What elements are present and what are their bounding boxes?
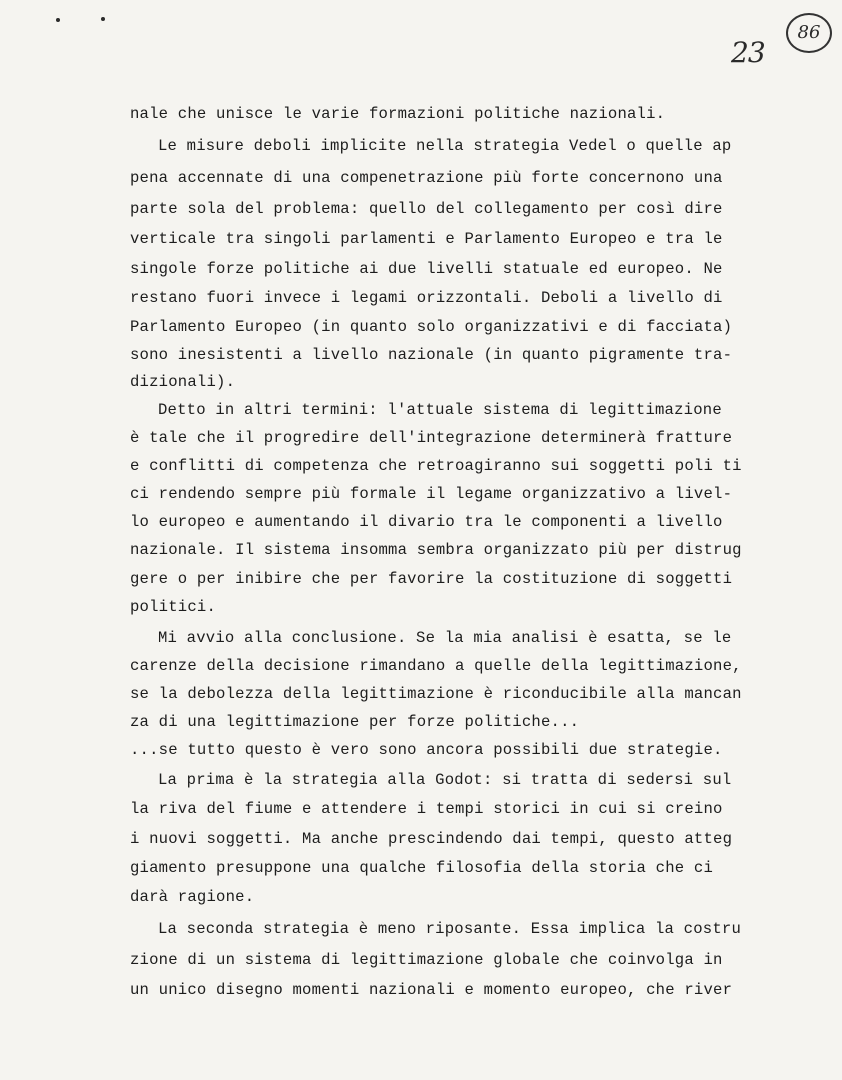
handwritten-page-number: 23 <box>731 36 765 69</box>
text-line: verticale tra singoli parlamenti e Parlamento Europeo e tra le <box>130 230 723 248</box>
text-line: pena accennate di una compenetrazione più forte concernono una <box>130 169 723 187</box>
text-line: ...se tutto questo è vero sono ancora possibili due strategie. <box>130 741 723 759</box>
text-line: Parlamento Europeo (in quanto solo organizzativi e di facciata) <box>130 318 733 336</box>
text-line: La seconda strategia è meno riposante. Essa implica la costru <box>158 920 742 938</box>
text-line: nazionale. Il sistema insomma sembra organizzato più per distrug <box>130 541 742 559</box>
text-line: un unico disegno momenti nazionali e momento europeo, che river <box>130 981 733 999</box>
text-line: za di una legittimazione per forze politiche... <box>130 713 580 731</box>
text-line: lo europeo e aumentando il divario tra le componenti a livello <box>130 513 723 531</box>
text-line: carenze della decisione rimandano a quelle della legittimazione, <box>130 657 742 675</box>
text-line: e conflitti di competenza che retroagiranno sui soggetti poli ti <box>130 457 742 475</box>
text-line: sono inesistenti a livello nazionale (in quanto pigramente tra- <box>130 346 733 364</box>
text-line: ci rendendo sempre più formale il legame organizzativo a livel- <box>130 485 733 503</box>
text-line: Le misure deboli implicite nella strategia Vedel o quelle ap <box>158 137 732 155</box>
text-line: parte sola del problema: quello del collegamento per così dire <box>130 200 723 218</box>
text-line: Mi avvio alla conclusione. Se la mia analisi è esatta, se le <box>158 629 732 647</box>
text-line: restano fuori invece i legami orizzontali. Deboli a livello di <box>130 289 723 307</box>
text-line: singole forze politiche ai due livelli statuale ed europeo. Ne <box>130 260 723 278</box>
text-line: nale che unisce le varie formazioni politiche nazionali. <box>130 105 666 123</box>
corner-mark <box>101 17 105 21</box>
text-line: La prima è la strategia alla Godot: si tratta di sedersi sul <box>158 771 732 789</box>
corner-mark <box>56 18 60 22</box>
text-line: i nuovi soggetti. Ma anche prescindendo dai tempi, questo atteg <box>130 830 733 848</box>
circled-folio-number: 86 <box>786 13 832 53</box>
text-line: se la debolezza della legittimazione è riconducibile alla mancan <box>130 685 742 703</box>
text-line: zione di un sistema di legittimazione globale che coinvolga in <box>130 951 723 969</box>
text-line: dizionali). <box>130 373 236 391</box>
text-line: Detto in altri termini: l'attuale sistema di legittimazione <box>158 401 722 419</box>
text-line: è tale che il progredire dell'integrazione determinerà fratture <box>130 429 733 447</box>
text-line: giamento presuppone una qualche filosofia della storia che ci <box>130 859 714 877</box>
text-line: politici. <box>130 598 217 616</box>
text-line: la riva del fiume e attendere i tempi storici in cui si creino <box>130 800 723 818</box>
text-line: gere o per inibire che per favorire la costituzione di soggetti <box>130 570 733 588</box>
text-line: darà ragione. <box>130 888 255 906</box>
